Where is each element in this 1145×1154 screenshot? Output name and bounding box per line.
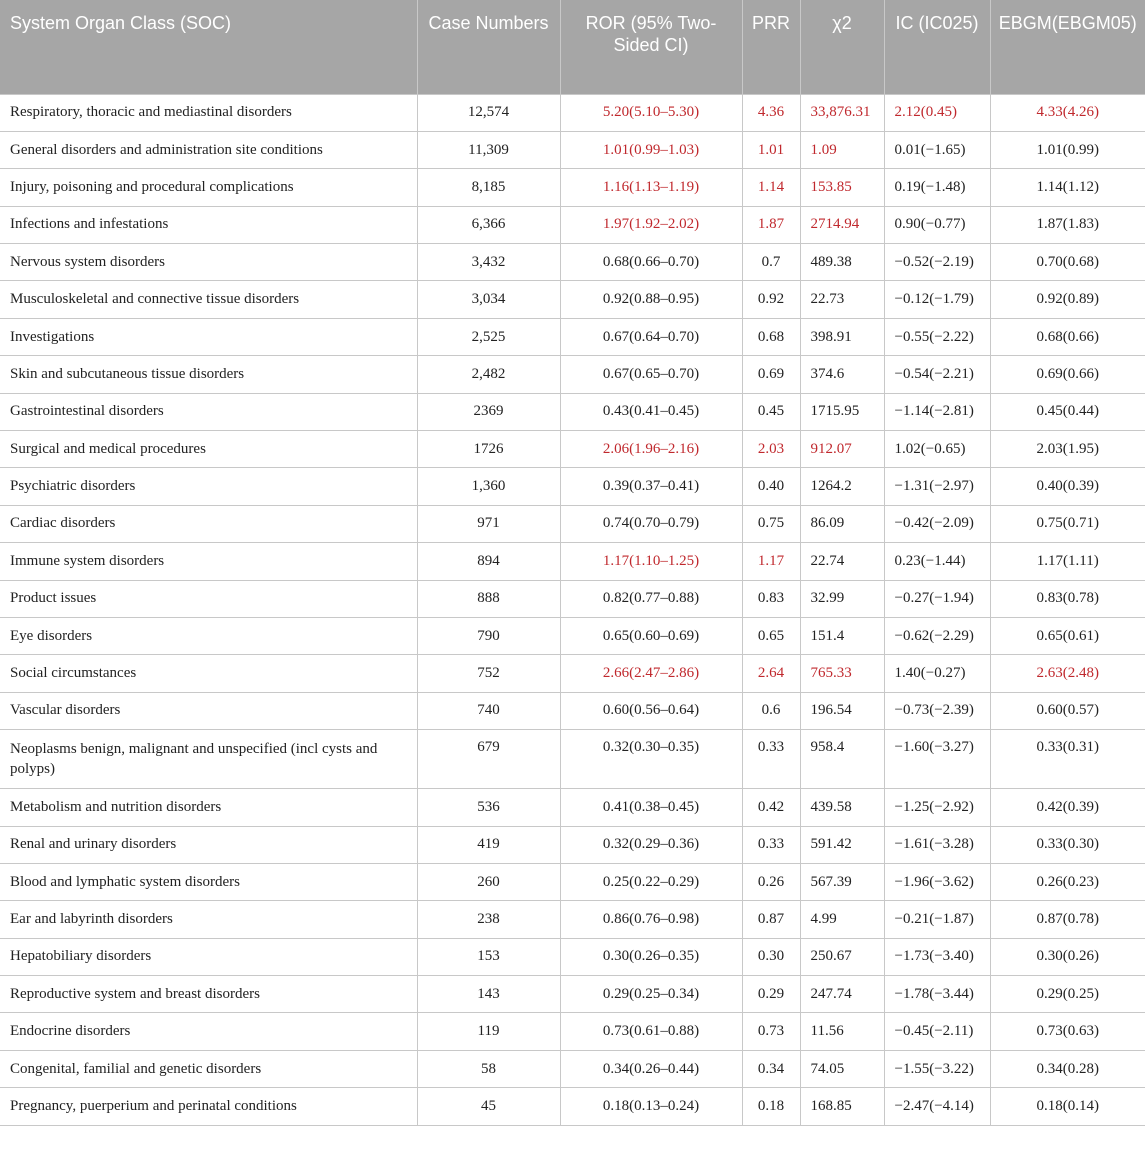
table-row bbox=[0, 863, 1145, 900]
ic-cell: −1.96(−3.62) bbox=[884, 863, 990, 900]
soc-cell: Renal and urinary disorders bbox=[0, 826, 417, 863]
ebgm-cell: 0.40(0.39) bbox=[990, 468, 1145, 505]
ebgm-cell: 4.33(4.26) bbox=[990, 94, 1145, 131]
prr-cell: 0.30 bbox=[742, 938, 800, 975]
soc-cell: Nervous system disorders bbox=[0, 244, 417, 281]
case-numbers-cell: 536 bbox=[417, 789, 560, 826]
chi2-cell: 398.91 bbox=[800, 318, 884, 355]
ebgm-cell: 0.73(0.63) bbox=[990, 1013, 1145, 1050]
ebgm-cell: 0.30(0.26) bbox=[990, 938, 1145, 975]
table-header bbox=[0, 0, 1145, 94]
soc-cell: Endocrine disorders bbox=[0, 1013, 417, 1050]
table-row bbox=[0, 1013, 1145, 1050]
soc-cell: Infections and infestations bbox=[0, 206, 417, 243]
table-row bbox=[0, 1050, 1145, 1087]
case-numbers-cell: 1,360 bbox=[417, 468, 560, 505]
header-chi2: χ2 bbox=[800, 0, 884, 94]
case-numbers-cell: 2369 bbox=[417, 393, 560, 430]
ror-cell: 5.20(5.10–5.30) bbox=[560, 94, 742, 131]
ic-cell: −0.62(−2.29) bbox=[884, 617, 990, 654]
ebgm-cell: 0.75(0.71) bbox=[990, 505, 1145, 542]
chi2-cell: 591.42 bbox=[800, 826, 884, 863]
table-row bbox=[0, 431, 1145, 468]
case-numbers-cell: 740 bbox=[417, 692, 560, 729]
table-row bbox=[0, 580, 1145, 617]
table-row bbox=[0, 976, 1145, 1013]
chi2-cell: 1264.2 bbox=[800, 468, 884, 505]
soc-cell: Immune system disorders bbox=[0, 543, 417, 580]
table-row bbox=[0, 789, 1145, 826]
case-numbers-cell: 894 bbox=[417, 543, 560, 580]
table-row bbox=[0, 617, 1145, 654]
ebgm-cell: 0.65(0.61) bbox=[990, 617, 1145, 654]
chi2-cell: 32.99 bbox=[800, 580, 884, 617]
ic-cell: −0.45(−2.11) bbox=[884, 1013, 990, 1050]
ic-cell: 1.02(−0.65) bbox=[884, 431, 990, 468]
ror-cell: 0.67(0.65–0.70) bbox=[560, 356, 742, 393]
ror-cell: 2.06(1.96–2.16) bbox=[560, 431, 742, 468]
chi2-cell: 250.67 bbox=[800, 938, 884, 975]
table-row bbox=[0, 543, 1145, 580]
table-row bbox=[0, 356, 1145, 393]
table-row bbox=[0, 730, 1145, 789]
header-row bbox=[0, 0, 1145, 94]
ror-cell: 0.18(0.13–0.24) bbox=[560, 1088, 742, 1125]
soc-cell: General disorders and administration site conditions bbox=[0, 131, 417, 168]
ror-cell: 0.73(0.61–0.88) bbox=[560, 1013, 742, 1050]
ic-cell: 1.40(−0.27) bbox=[884, 655, 990, 692]
ebgm-cell: 0.83(0.78) bbox=[990, 580, 1145, 617]
chi2-cell: 33,876.31 bbox=[800, 94, 884, 131]
case-numbers-cell: 12,574 bbox=[417, 94, 560, 131]
soc-cell: Metabolism and nutrition disorders bbox=[0, 789, 417, 826]
soc-cell: Blood and lymphatic system disorders bbox=[0, 863, 417, 900]
ic-cell: −1.25(−2.92) bbox=[884, 789, 990, 826]
prr-cell: 0.45 bbox=[742, 393, 800, 430]
ebgm-cell: 0.33(0.30) bbox=[990, 826, 1145, 863]
prr-cell: 0.75 bbox=[742, 505, 800, 542]
ror-cell: 0.86(0.76–0.98) bbox=[560, 901, 742, 938]
ic-cell: −1.14(−2.81) bbox=[884, 393, 990, 430]
chi2-cell: 765.33 bbox=[800, 655, 884, 692]
table-row bbox=[0, 206, 1145, 243]
case-numbers-cell: 419 bbox=[417, 826, 560, 863]
soc-cell: Respiratory, thoracic and mediastinal disorders bbox=[0, 94, 417, 131]
ebgm-cell: 0.33(0.31) bbox=[990, 730, 1145, 789]
ebgm-cell: 0.60(0.57) bbox=[990, 692, 1145, 729]
case-numbers-cell: 971 bbox=[417, 505, 560, 542]
ror-cell: 0.92(0.88–0.95) bbox=[560, 281, 742, 318]
soc-cell: Injury, poisoning and procedural complications bbox=[0, 169, 417, 206]
table-row bbox=[0, 393, 1145, 430]
ror-cell: 0.65(0.60–0.69) bbox=[560, 617, 742, 654]
case-numbers-cell: 153 bbox=[417, 938, 560, 975]
chi2-cell: 168.85 bbox=[800, 1088, 884, 1125]
soc-cell: Hepatobiliary disorders bbox=[0, 938, 417, 975]
ror-cell: 0.32(0.29–0.36) bbox=[560, 826, 742, 863]
prr-cell: 0.33 bbox=[742, 730, 800, 789]
ror-cell: 0.67(0.64–0.70) bbox=[560, 318, 742, 355]
ebgm-cell: 1.87(1.83) bbox=[990, 206, 1145, 243]
ic-cell: −0.42(−2.09) bbox=[884, 505, 990, 542]
soc-cell: Social circumstances bbox=[0, 655, 417, 692]
ebgm-cell: 0.42(0.39) bbox=[990, 789, 1145, 826]
case-numbers-cell: 3,034 bbox=[417, 281, 560, 318]
ic-cell: −0.54(−2.21) bbox=[884, 356, 990, 393]
ic-cell: −1.73(−3.40) bbox=[884, 938, 990, 975]
ror-cell: 0.74(0.70–0.79) bbox=[560, 505, 742, 542]
prr-cell: 0.68 bbox=[742, 318, 800, 355]
case-numbers-cell: 58 bbox=[417, 1050, 560, 1087]
chi2-cell: 247.74 bbox=[800, 976, 884, 1013]
prr-cell: 0.34 bbox=[742, 1050, 800, 1087]
ebgm-cell: 0.68(0.66) bbox=[990, 318, 1145, 355]
table-row bbox=[0, 94, 1145, 131]
ic-cell: 0.23(−1.44) bbox=[884, 543, 990, 580]
prr-cell: 0.69 bbox=[742, 356, 800, 393]
case-numbers-cell: 888 bbox=[417, 580, 560, 617]
table-row bbox=[0, 1088, 1145, 1125]
soc-cell: Musculoskeletal and connective tissue disorders bbox=[0, 281, 417, 318]
ror-cell: 1.16(1.13–1.19) bbox=[560, 169, 742, 206]
soc-cell: Ear and labyrinth disorders bbox=[0, 901, 417, 938]
case-numbers-cell: 2,482 bbox=[417, 356, 560, 393]
soc-cell: Gastrointestinal disorders bbox=[0, 393, 417, 430]
soc-cell: Psychiatric disorders bbox=[0, 468, 417, 505]
prr-cell: 0.33 bbox=[742, 826, 800, 863]
chi2-cell: 2714.94 bbox=[800, 206, 884, 243]
prr-cell: 0.29 bbox=[742, 976, 800, 1013]
case-numbers-cell: 45 bbox=[417, 1088, 560, 1125]
ror-cell: 1.97(1.92–2.02) bbox=[560, 206, 742, 243]
case-numbers-cell: 752 bbox=[417, 655, 560, 692]
case-numbers-cell: 260 bbox=[417, 863, 560, 900]
header-soc: System Organ Class (SOC) bbox=[0, 0, 417, 94]
case-numbers-cell: 6,366 bbox=[417, 206, 560, 243]
table-row bbox=[0, 169, 1145, 206]
prr-cell: 0.42 bbox=[742, 789, 800, 826]
prr-cell: 1.17 bbox=[742, 543, 800, 580]
prr-cell: 0.65 bbox=[742, 617, 800, 654]
ebgm-cell: 1.14(1.12) bbox=[990, 169, 1145, 206]
ror-cell: 0.34(0.26–0.44) bbox=[560, 1050, 742, 1087]
table-row bbox=[0, 505, 1145, 542]
soc-cell: Reproductive system and breast disorders bbox=[0, 976, 417, 1013]
prr-cell: 0.26 bbox=[742, 863, 800, 900]
prr-cell: 2.64 bbox=[742, 655, 800, 692]
chi2-cell: 439.58 bbox=[800, 789, 884, 826]
ebgm-cell: 0.69(0.66) bbox=[990, 356, 1145, 393]
ic-cell: −0.21(−1.87) bbox=[884, 901, 990, 938]
soc-cell: Surgical and medical procedures bbox=[0, 431, 417, 468]
chi2-cell: 1.09 bbox=[800, 131, 884, 168]
ror-cell: 0.32(0.30–0.35) bbox=[560, 730, 742, 789]
ebgm-cell: 0.70(0.68) bbox=[990, 244, 1145, 281]
chi2-cell: 74.05 bbox=[800, 1050, 884, 1087]
chi2-cell: 11.56 bbox=[800, 1013, 884, 1050]
chi2-cell: 153.85 bbox=[800, 169, 884, 206]
ebgm-cell: 0.34(0.28) bbox=[990, 1050, 1145, 1087]
case-numbers-cell: 119 bbox=[417, 1013, 560, 1050]
chi2-cell: 374.6 bbox=[800, 356, 884, 393]
table-body bbox=[0, 94, 1145, 1125]
case-numbers-cell: 2,525 bbox=[417, 318, 560, 355]
soc-cell: Neoplasms benign, malignant and unspecified (incl cysts and polyps) bbox=[0, 730, 417, 789]
chi2-cell: 912.07 bbox=[800, 431, 884, 468]
header-ic: IC (IC025) bbox=[884, 0, 990, 94]
case-numbers-cell: 1726 bbox=[417, 431, 560, 468]
ror-cell: 0.39(0.37–0.41) bbox=[560, 468, 742, 505]
ic-cell: 0.19(−1.48) bbox=[884, 169, 990, 206]
prr-cell: 4.36 bbox=[742, 94, 800, 131]
table-row bbox=[0, 244, 1145, 281]
chi2-cell: 489.38 bbox=[800, 244, 884, 281]
header-ror: ROR (95% Two-Sided CI) bbox=[560, 0, 742, 94]
prr-cell: 0.18 bbox=[742, 1088, 800, 1125]
ic-cell: −1.61(−3.28) bbox=[884, 826, 990, 863]
soc-cell: Skin and subcutaneous tissue disorders bbox=[0, 356, 417, 393]
prr-cell: 0.73 bbox=[742, 1013, 800, 1050]
table-row bbox=[0, 131, 1145, 168]
soc-cell: Vascular disorders bbox=[0, 692, 417, 729]
prr-cell: 0.7 bbox=[742, 244, 800, 281]
chi2-cell: 86.09 bbox=[800, 505, 884, 542]
ic-cell: 2.12(0.45) bbox=[884, 94, 990, 131]
ror-cell: 2.66(2.47–2.86) bbox=[560, 655, 742, 692]
ebgm-cell: 0.92(0.89) bbox=[990, 281, 1145, 318]
ebgm-cell: 2.03(1.95) bbox=[990, 431, 1145, 468]
prr-cell: 0.83 bbox=[742, 580, 800, 617]
ebgm-cell: 2.63(2.48) bbox=[990, 655, 1145, 692]
ror-cell: 0.82(0.77–0.88) bbox=[560, 580, 742, 617]
ic-cell: −1.31(−2.97) bbox=[884, 468, 990, 505]
chi2-cell: 958.4 bbox=[800, 730, 884, 789]
chi2-cell: 22.74 bbox=[800, 543, 884, 580]
case-numbers-cell: 790 bbox=[417, 617, 560, 654]
soc-cell: Product issues bbox=[0, 580, 417, 617]
case-numbers-cell: 679 bbox=[417, 730, 560, 789]
chi2-cell: 1715.95 bbox=[800, 393, 884, 430]
soc-cell: Congenital, familial and genetic disorders bbox=[0, 1050, 417, 1087]
chi2-cell: 196.54 bbox=[800, 692, 884, 729]
ebgm-cell: 1.17(1.11) bbox=[990, 543, 1145, 580]
ror-cell: 0.25(0.22–0.29) bbox=[560, 863, 742, 900]
ic-cell: −1.78(−3.44) bbox=[884, 976, 990, 1013]
ebgm-cell: 1.01(0.99) bbox=[990, 131, 1145, 168]
header-case-numbers: Case Numbers bbox=[417, 0, 560, 94]
ebgm-cell: 0.45(0.44) bbox=[990, 393, 1145, 430]
case-numbers-cell: 143 bbox=[417, 976, 560, 1013]
prr-cell: 0.40 bbox=[742, 468, 800, 505]
ror-cell: 1.17(1.10–1.25) bbox=[560, 543, 742, 580]
ic-cell: −0.27(−1.94) bbox=[884, 580, 990, 617]
prr-cell: 1.14 bbox=[742, 169, 800, 206]
table-row bbox=[0, 468, 1145, 505]
ebgm-cell: 0.87(0.78) bbox=[990, 901, 1145, 938]
case-numbers-cell: 11,309 bbox=[417, 131, 560, 168]
chi2-cell: 22.73 bbox=[800, 281, 884, 318]
soc-cell: Cardiac disorders bbox=[0, 505, 417, 542]
ror-cell: 0.43(0.41–0.45) bbox=[560, 393, 742, 430]
table-row bbox=[0, 281, 1145, 318]
chi2-cell: 151.4 bbox=[800, 617, 884, 654]
prr-cell: 1.87 bbox=[742, 206, 800, 243]
case-numbers-cell: 238 bbox=[417, 901, 560, 938]
table-row bbox=[0, 318, 1145, 355]
table-row bbox=[0, 901, 1145, 938]
ebgm-cell: 0.18(0.14) bbox=[990, 1088, 1145, 1125]
ebgm-cell: 0.29(0.25) bbox=[990, 976, 1145, 1013]
ror-cell: 0.60(0.56–0.64) bbox=[560, 692, 742, 729]
soc-cell: Pregnancy, puerperium and perinatal conditions bbox=[0, 1088, 417, 1125]
ic-cell: −1.55(−3.22) bbox=[884, 1050, 990, 1087]
case-numbers-cell: 3,432 bbox=[417, 244, 560, 281]
ic-cell: −0.52(−2.19) bbox=[884, 244, 990, 281]
header-ebgm: EBGM(EBGM05) bbox=[990, 0, 1145, 94]
prr-cell: 0.6 bbox=[742, 692, 800, 729]
ic-cell: −2.47(−4.14) bbox=[884, 1088, 990, 1125]
chi2-cell: 567.39 bbox=[800, 863, 884, 900]
soc-cell: Investigations bbox=[0, 318, 417, 355]
prr-cell: 0.92 bbox=[742, 281, 800, 318]
header-prr: PRR bbox=[742, 0, 800, 94]
ic-cell: 0.01(−1.65) bbox=[884, 131, 990, 168]
table-row bbox=[0, 826, 1145, 863]
table-row bbox=[0, 655, 1145, 692]
table-row bbox=[0, 938, 1145, 975]
chi2-cell: 4.99 bbox=[800, 901, 884, 938]
ror-cell: 0.68(0.66–0.70) bbox=[560, 244, 742, 281]
prr-cell: 0.87 bbox=[742, 901, 800, 938]
ic-cell: −0.12(−1.79) bbox=[884, 281, 990, 318]
prr-cell: 2.03 bbox=[742, 431, 800, 468]
ic-cell: 0.90(−0.77) bbox=[884, 206, 990, 243]
ic-cell: −1.60(−3.27) bbox=[884, 730, 990, 789]
ror-cell: 0.30(0.26–0.35) bbox=[560, 938, 742, 975]
ror-cell: 1.01(0.99–1.03) bbox=[560, 131, 742, 168]
ror-cell: 0.29(0.25–0.34) bbox=[560, 976, 742, 1013]
soc-cell: Eye disorders bbox=[0, 617, 417, 654]
prr-cell: 1.01 bbox=[742, 131, 800, 168]
ror-cell: 0.41(0.38–0.45) bbox=[560, 789, 742, 826]
case-numbers-cell: 8,185 bbox=[417, 169, 560, 206]
ebgm-cell: 0.26(0.23) bbox=[990, 863, 1145, 900]
ic-cell: −0.73(−2.39) bbox=[884, 692, 990, 729]
ic-cell: −0.55(−2.22) bbox=[884, 318, 990, 355]
table-row bbox=[0, 692, 1145, 729]
